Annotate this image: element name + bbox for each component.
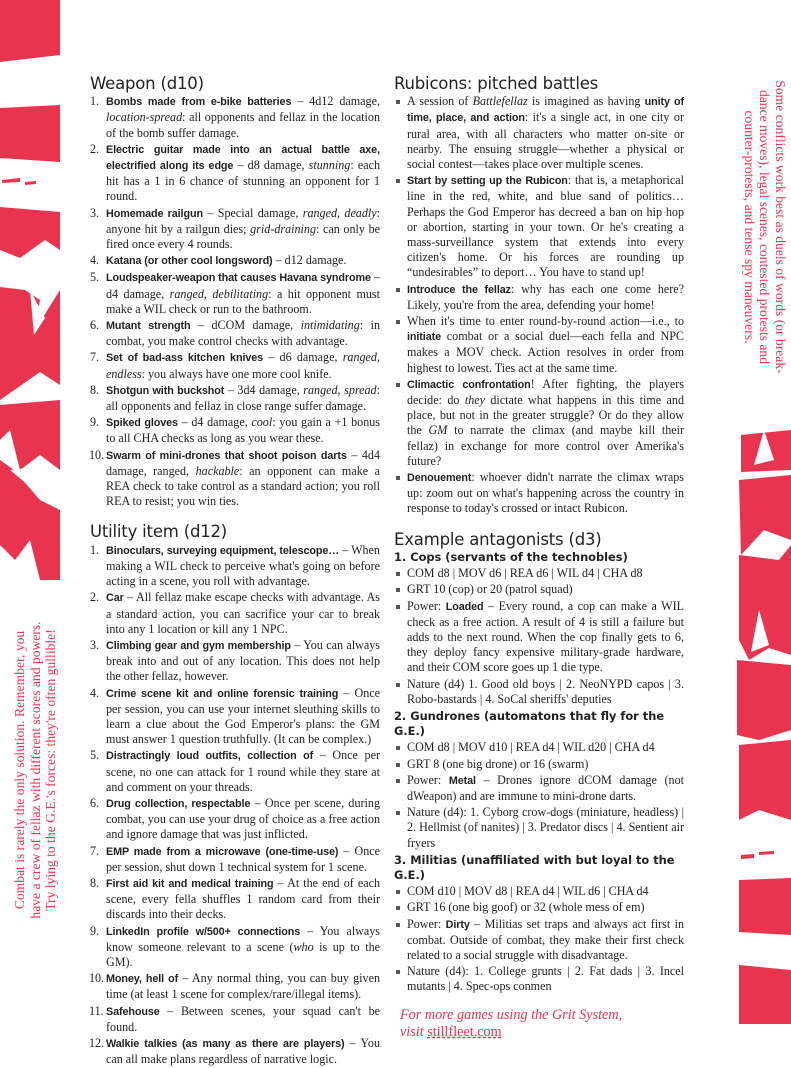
item-name: Loudspeaker-weapon that causes Havana syndrome: [106, 272, 371, 285]
promo-visit: visit: [400, 1023, 428, 1040]
item-name: Crime scene kit and online forensic training: [106, 687, 339, 700]
item-description: – Once per session, you can use your internet sleuthing skills to learn a clue about the God Emperor's plans: the GM must answer 1 question truthfully. (It can be complex.): [106, 685, 380, 747]
utility-item: [90, 748, 380, 795]
item-number: 9.: [90, 923, 100, 938]
item-name: Katana (or other cool longsword): [106, 255, 273, 268]
item-description: – d4 damage, ranged, debilitating: a hit opponent must make a WIL check or run to the bathroom.: [106, 270, 380, 316]
margin-note-left: [12, 565, 59, 975]
antagonist-bullet: Nature (d4): 1. College grunts | 2. Fat dads | 3. Incel mutants | 4. Spec-ops conmen: [394, 964, 684, 994]
item-description: – d6 damage, ranged, endless: you always have one more cool knife.: [106, 350, 380, 381]
item-name: Money, hell of: [106, 973, 179, 986]
antagonist-heading: 3. Militias (unaffiliated with but loyal to the G.E.): [394, 852, 675, 882]
rubicon-list: [394, 94, 684, 516]
utility-item: [90, 590, 380, 637]
antagonist-heading: 2. Gundrones (automatons that fly for the G.E.): [394, 708, 665, 739]
item-number: 3.: [90, 205, 100, 220]
decorative-star-banner-left: [0, 0, 62, 580]
utility-item: [90, 686, 380, 748]
utility-item: [90, 924, 380, 971]
antagonist-bullet: COM d10 | MOV d8 | REA d4 | WIL d6 | CHA d4: [394, 884, 684, 899]
antagonist-stats: [394, 740, 684, 850]
item-number: 8.: [90, 875, 100, 890]
weapon-list: [90, 94, 380, 509]
item-name: Mutant strength: [106, 320, 191, 333]
margin-note-line: Try lying to the G.E.'s forces: they're often gullible!: [43, 629, 58, 911]
item-name: First aid kit and medical training: [106, 877, 274, 890]
antagonist-bullet: Power: Metal – Drones ignore dCOM damage (not dWeapon) and are immune to mini-drone darts.: [394, 773, 684, 804]
antagonist-bullet: COM d8 | MOV d6 | REA d6 | WIL d4 | CHA d8: [394, 566, 684, 581]
antagonist-bullet: GRT 16 (one big goof) or 32 (whole mess of em): [394, 900, 684, 915]
antagonist-stats: [394, 884, 684, 994]
utility-item: [90, 543, 380, 590]
weapon-item: [90, 94, 380, 141]
decorative-star-banner-right: [729, 420, 791, 1024]
item-name: EMP made from a microwave (one-time-use): [106, 845, 339, 858]
antagonist-stats: [394, 566, 684, 707]
rubicons-heading: Rubicons: pitched battles: [394, 74, 599, 93]
item-name: Swarm of mini-drones that shoot poison darts: [106, 449, 347, 462]
item-name: Car: [106, 592, 124, 605]
item-name: Safehouse: [106, 1005, 160, 1018]
right-column: [394, 76, 684, 1041]
item-description: – Once per scene, during combat, you can use your drug of choice as a free action and ignore damage that was just inflicted.: [106, 795, 380, 842]
utility-item: [90, 971, 380, 1002]
weapon-heading: Weapon (d10): [90, 74, 204, 93]
item-number: 9.: [90, 415, 100, 430]
item-description: – 4d4 damage, ranged, hackable: an opponent can make a REA check to take control as a standard action; you roll REA to resist; you win ties.: [106, 447, 380, 509]
item-number: 11.: [89, 1003, 104, 1018]
utility-list: [90, 543, 380, 1068]
weapon-item: [90, 270, 380, 317]
item-number: 7.: [90, 843, 100, 858]
item-description: – When making a WIL check to perceive what's going on before acting in a scene, you roll with advantage.: [106, 542, 380, 589]
item-description: – dCOM damage, intimidating: in combat, you make control checks with advantage.: [106, 318, 380, 349]
item-name: Drug collection, respectable: [106, 797, 251, 810]
item-number: 4.: [90, 685, 100, 700]
weapon-item: [90, 415, 380, 446]
antagonist-bullet: GRT 8 (one big drone) or 16 (swarm): [394, 757, 684, 772]
utility-item: [90, 844, 380, 875]
utility-item: [90, 1004, 380, 1035]
item-description: – All fellaz make escape checks with advantage. As a standard action, you can sacrifice your car to break into any 1 location or kill any 1 NPC.: [106, 590, 380, 636]
utility-item: [90, 876, 380, 923]
weapon-item: [90, 448, 380, 510]
antagonists-heading: Example antagonists (d3): [394, 529, 602, 549]
item-description: – 4d12 damage, location-spread: all opponents and fellaz in the location of the bomb suffer damage.: [106, 94, 380, 140]
item-description: – You can all make plans regardless of narrative logic.: [106, 1035, 380, 1067]
item-description: – Once per scene, no one can attack for 1 round while they stare at and comment on your threads.: [106, 748, 380, 794]
item-description: – Once per session, shut down 1 technical system for 1 scene.: [106, 843, 380, 874]
rubicon-bullet: Denouement: whoever didn't narrate the climax wraps up: zoom out on what's happening across the country in response to today's crossed or intact Rubicon.: [394, 470, 684, 517]
item-description: – d12 damage.: [272, 253, 347, 268]
antagonist-bullet: COM d8 | MOV d10 | REA d4 | WIL d20 | CHA d4: [394, 740, 684, 755]
item-number: 2.: [90, 590, 100, 605]
weapon-item: [90, 383, 380, 414]
item-description: – Any normal thing, you can buy given time (at least 1 scene for complex/rare/illegal items).: [106, 971, 380, 1002]
item-description: – d8 damage, stunning: each hit has a 1 in 6 chance of stunning an opponent for 1 round.: [106, 158, 380, 204]
left-column: [90, 76, 380, 1068]
item-description: – 3d4 damage, ranged, spread: all opponents and fellaz in close range suffer damage.: [106, 382, 380, 414]
item-name: Climbing gear and gym membership: [106, 639, 291, 652]
item-name: Distractingly loud outfits, collection of: [106, 750, 314, 763]
item-number: 1.: [90, 94, 100, 109]
antagonist-heading: 1. Cops (servants of the technobles): [394, 549, 628, 564]
item-number: 10.: [89, 971, 105, 986]
weapon-item: [90, 206, 380, 253]
item-number: 3.: [90, 637, 100, 652]
antagonist-bullet: Nature (d4): 1. Cyborg crow-dogs (miniature, headless) | 2. Hellmist (of nanites) | 3. Predator discs | 4. Sentient air fryers: [394, 805, 684, 851]
item-number: 7.: [90, 350, 100, 365]
weapon-item: [90, 142, 380, 205]
item-number: 4.: [90, 253, 100, 268]
item-number: 6.: [90, 795, 100, 810]
utility-item: [90, 1036, 380, 1067]
rubicon-bullet: Start by setting up the Rubicon: that is, a metaphorical line in the red, white, and blue sand of politics… Perhaps the God Emperor has decreed a ban on hip hop or abortion, starting in your town. Or he's creating a mass-surveillance system that extends into every citizen's home. Or his forces are rounding up “undesirables” to deport… You have to stand up!: [394, 173, 684, 280]
utility-item: [90, 796, 380, 843]
margin-note-line: have a crew of fellaz with different scores and powers.: [27, 621, 43, 919]
item-description: – You always know someone relevant to a scene (who is up to the GM).: [106, 923, 381, 969]
item-name: Homemade railgun: [106, 207, 203, 220]
item-number: 2.: [90, 141, 100, 156]
item-name: Spiked gloves: [106, 417, 178, 430]
margin-note-line: counter-protests, and tense spy maneuvers.: [742, 110, 757, 344]
antagonist-bullet: Power: Dirty – Militias set traps and always act first in combat. Outside of combat, they make their first check related to a social struggle with disadvantage.: [394, 917, 684, 964]
item-number: 10.: [89, 447, 105, 462]
item-number: 5.: [90, 270, 100, 285]
utility-heading: Utility item (d12): [90, 522, 228, 542]
promo-line: For more games using the Grit System,: [400, 1006, 623, 1023]
rubicon-bullet: Introduce the fellaz: why has each one come here? Likely, you're from the area, defending your home!: [394, 282, 684, 313]
antagonist-bullet: GRT 10 (cop) or 20 (patrol squad): [394, 582, 684, 597]
item-number: 8.: [90, 382, 100, 397]
item-number: 5.: [90, 748, 100, 763]
antagonist-bullet: Power: Loaded – Every round, a cop can make a WIL check as a free action. A result of 4 is still a failure but adds to the next round. When the cop finally gets to 6, they deploy fancy expensive military-grade hardware, and their COM score goes up 1 die type.: [394, 599, 684, 676]
weapon-item: [90, 350, 380, 381]
weapon-item: [90, 318, 380, 349]
item-name: Binoculars, surveying equipment, telescope…: [106, 544, 340, 557]
item-name: Bombs made from e-bike batteries: [106, 96, 292, 109]
item-name: Walkie talkies (as many as there are players): [106, 1037, 345, 1050]
margin-note-right: [742, 62, 789, 392]
item-description: – Special damage, ranged, deadly: anyone hit by a railgun dies; grid-draining: can only be fired once every 4 rounds.: [106, 205, 381, 252]
item-number: 1.: [90, 542, 100, 557]
item-number: 12.: [89, 1035, 105, 1050]
rubicon-bullet: Climactic confrontation! After fighting, the players decide: do they dictate what happens in this time and place, but not in the greater struggle? Or do they allow the GM to narrate the climax (and maybe kill their fellaz) in exchange for more control over Amerika's future?: [394, 377, 684, 469]
rubicon-bullet: A session of Battlefellaz is imagined as having unity of time, place, and action: it's a single act, in one city or rural area, with all characters who matter on-site or nearby. The ensuing struggle—whether a physical or social contest—takes place over multiple scenes.: [394, 94, 684, 172]
item-name: Electric guitar made into an actual battle axe, electrified along its edge: [106, 143, 380, 173]
item-description: – You can always break into and out of any location. This does not help the other fellaz, however.: [106, 637, 380, 684]
rubicon-bullet: When it's time to enter round-by-round action—i.e., to initiate combat or a social duel—each fella and NPC makes a MOV check. Action resolves in order from highest to lowest. Ties act at the same time.: [394, 314, 684, 376]
margin-note-line: Combat is rarely the only solution. Remember, you: [12, 630, 27, 910]
item-name: LinkedIn profile w/500+ connections: [106, 925, 301, 938]
antagonist-groups: [394, 550, 684, 995]
item-description: – Between scenes, your squad can't be found.: [106, 1003, 380, 1034]
item-name: Shotgun with buckshot: [106, 384, 225, 397]
utility-item: [90, 638, 380, 685]
item-name: Set of bad-ass kitchen knives: [106, 352, 264, 365]
stillfleet-link[interactable]: stillfleet.com: [427, 1023, 502, 1040]
item-description: – At the end of each scene, every fella shuffles 1 random card from their discards into their decks.: [106, 875, 381, 922]
item-number: 6.: [90, 318, 100, 333]
item-description: – d4 damage, cool: you gain a +1 bonus to all CHA checks as long as you wear these.: [106, 415, 380, 446]
antagonist-bullet: Nature (d4) 1. Good old boys | 2. NeoNYPD capos | 3. Robo-bastards | 4. SoCal sheriffs' deputies: [394, 677, 684, 707]
weapon-item: [90, 253, 380, 269]
margin-note-line: Some conflicts work best as duels of words (or break-: [773, 80, 788, 374]
margin-note-line: dance moves), legal scenes, contested protests and: [757, 89, 773, 365]
